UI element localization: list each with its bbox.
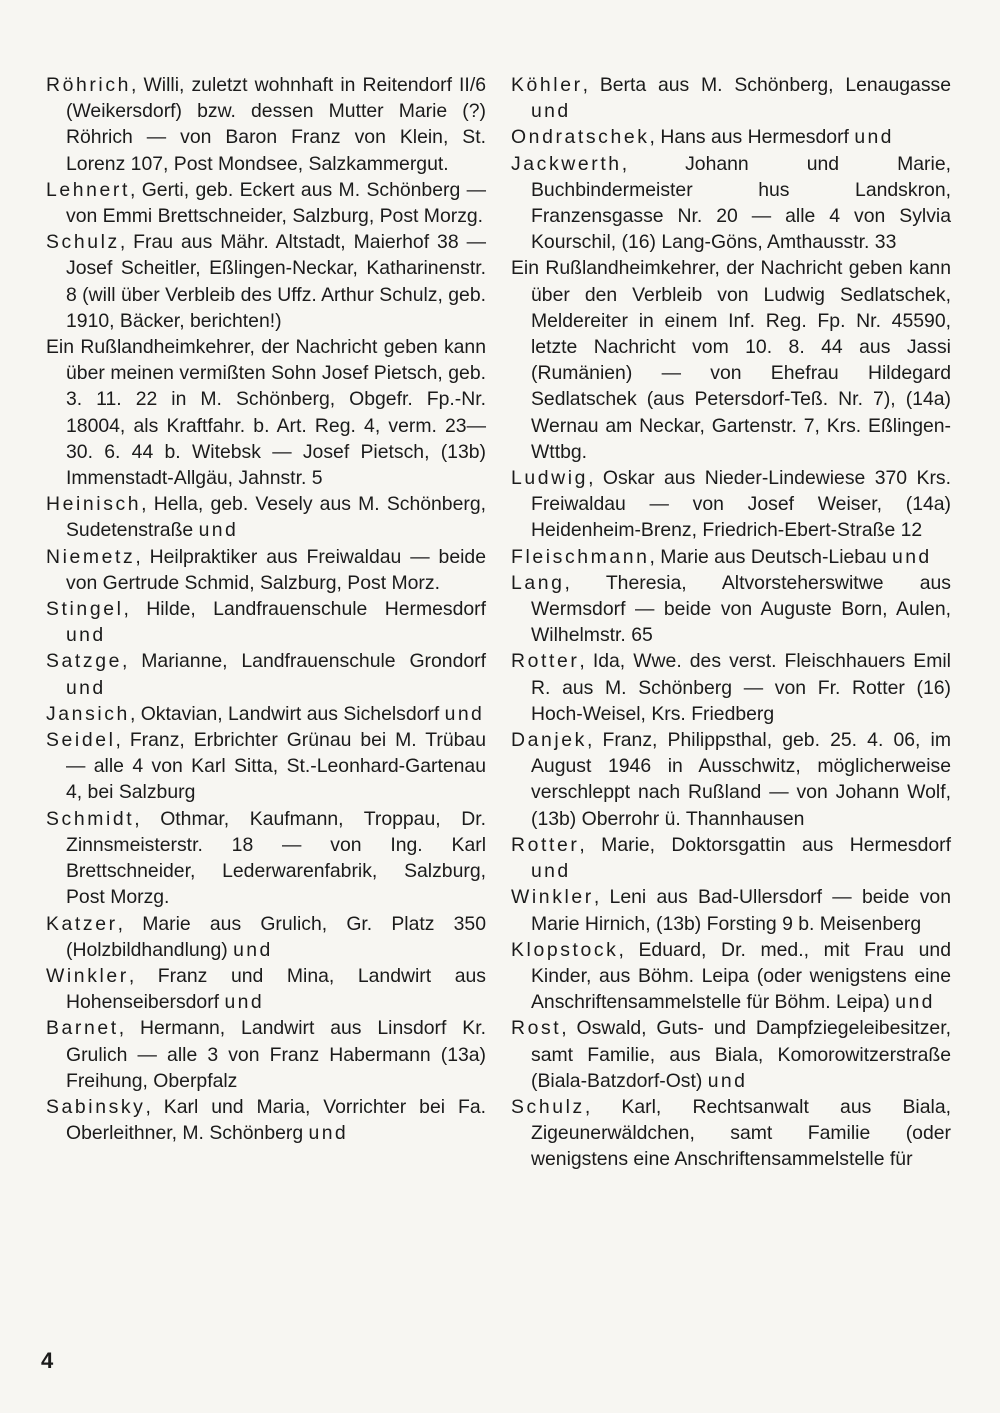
entry-surname: Ondratschek [511, 126, 650, 149]
entry-conjunction: und [66, 624, 106, 647]
list-entry [46, 177, 486, 229]
entry-surname: Ludwig [511, 467, 589, 490]
entry-text: , Gerti, geb. Eckert aus M. Schönberg — von Emmi Brettschneider, Salzburg, Post Morzg. [66, 178, 486, 228]
list-entry [46, 491, 486, 543]
list-entry [46, 648, 486, 700]
entry-conjunction: und [707, 1069, 748, 1092]
entry-text: , Marianne, Landfrauenschule Grondorf [121, 650, 486, 673]
entry-text: , Franz, Erbrichter Grünau bei M. Trübau — alle 4 von Karl Sitta, St.-Leonhard-Gartenau 4, bei Salzburg [66, 729, 486, 804]
entry-text: , Karl und Maria, Vorrichter bei Fa. Oberleithner, M. Schönberg [66, 1095, 486, 1145]
entry-conjunction: und [198, 519, 239, 542]
list-entry [46, 596, 486, 648]
entry-text: , Johann und Marie, Buchbindermeister hus Landskron, Franzensgasse Nr. 20 — alle 4 von Sylvia Kourschil, (16) Lang-Göns, Amthausstr. 33 [531, 152, 951, 254]
entry-conjunction: und [854, 126, 894, 149]
entry-text: Ein Rußlandheimkehrer, der Nachricht geben kann über den Verbleib von Ludwig Sedlatschek, Meldereiter in einem Inf. Reg. Fp. Nr. 45590, letzte Nachricht vom 10. 8. 44 aus Jassi (Rumänien) — von Ehefrau Hildegard Sedlatschek (aus Petersdorf-Teß. Nr. 7), (14a) Wernau am Neckar, Gartenstr. 7, Krs. Eßlingen-Wttbg. [511, 257, 951, 463]
entry-surname: Satzge [46, 650, 122, 673]
entry-surname: Barnet [46, 1017, 119, 1040]
entry-surname: Rost [511, 1017, 562, 1040]
entry-surname: Niemetz [46, 545, 136, 568]
list-entry [46, 701, 486, 727]
list-entry [46, 806, 486, 911]
list-entry [511, 648, 951, 727]
entry-text: , Othmar, Kaufmann, Troppau, Dr. Zinnsmeisterstr. 18 — von Ing. Karl Brettschneider, Lederwarenfabrik, Salzburg, Post Morzg. [66, 807, 486, 909]
list-entry [511, 727, 951, 832]
entry-conjunction: und [308, 1122, 349, 1145]
entry-conjunction: und [531, 100, 571, 123]
entry-text: , Franz, Philippsthal, geb. 25. 4. 06, im August 1946 in Ausschwitz, möglicherweise verschleppt nach Rußland — von Johann Wolf, (13b) Oberrohr ü. Thannhausen [531, 729, 951, 830]
list-entry [511, 1094, 951, 1173]
page-number: 4 [41, 1348, 54, 1373]
entry-surname: Köhler [511, 74, 583, 96]
list-entry [46, 963, 486, 1015]
list-entry [46, 1015, 486, 1094]
list-entry [511, 255, 951, 465]
entry-text: , Marie, Doktorsgattin aus Hermesdorf [579, 833, 951, 856]
entry-text: , Berta aus M. Schönberg, Lenaugasse [582, 74, 951, 96]
entry-surname: Stingel [46, 598, 124, 621]
entry-text: , Franz und Mina, Landwirt aus Hohenseibersdorf [66, 964, 486, 1014]
entry-text: , Ida, Wwe. des verst. Fleischhauers Emil R. aus M. Schönberg — von Fr. Rotter (16) Hoch-Weisel, Krs. Friedberg [531, 650, 951, 725]
entry-surname: Katzer [46, 912, 118, 935]
entry-conjunction: und [224, 991, 265, 1014]
entry-surname: Rotter [511, 833, 580, 856]
entry-surname: Sabinsky [46, 1095, 146, 1118]
list-entry [511, 832, 951, 884]
list-entry [46, 911, 486, 963]
entry-text: , Oskar aus Nieder-Lindewiese 370 Krs. Freiwaldau — von Josef Weiser, (14a) Heidenheim-Brenz, Friedrich-Ebert-Straße 12 [531, 467, 951, 542]
entry-surname: Schulz [511, 1095, 585, 1118]
list-entry [46, 229, 486, 334]
entry-surname: Röhrich [46, 74, 132, 96]
entry-text: , Oktavian, Landwirt aus Sichelsdorf [129, 702, 440, 725]
entry-text: , Theresia, Altvorsteherswitwe aus Wermsdorf — beide von Auguste Born, Aulen, Wilhelmstr. 65 [531, 571, 951, 647]
entry-conjunction: und [895, 991, 935, 1014]
entry-surname: Seidel [46, 729, 116, 752]
list-entry [511, 72, 951, 124]
entry-text: , Hans aus Hermesdorf [649, 126, 849, 149]
list-entry [46, 334, 486, 491]
list-entry [46, 72, 486, 177]
entry-surname: Schulz [46, 231, 120, 254]
entry-text: , Marie aus Grulich, Gr. Platz 350 (Holzbildhandlung) [66, 912, 486, 961]
entry-surname: Heinisch [46, 493, 142, 516]
list-entry [511, 544, 951, 570]
entry-surname: Lehnert [46, 178, 130, 201]
entry-text: , Hermann, Landwirt aus Linsdorf Kr. Grulich — alle 3 von Franz Habermann (13a) Freihung, Oberpfalz [66, 1017, 486, 1092]
list-entry [511, 937, 951, 1016]
list-entry [511, 124, 951, 150]
entry-surname: Rotter [511, 650, 580, 673]
entry-text: , Heilpraktiker aus Freiwaldau — beide von Gertrude Schmid, Salzburg, Post Morz. [66, 545, 486, 594]
entry-surname: Danjek [511, 729, 587, 752]
list-entry [511, 570, 951, 649]
entry-conjunction: und [66, 676, 106, 699]
entry-surname: Schmidt [46, 807, 135, 830]
list-entry [511, 884, 951, 936]
entry-surname: Lang [511, 571, 565, 594]
left-column [46, 72, 486, 1146]
entry-text: , Frau aus Mähr. Altstadt, Maierhof 38 — Josef Scheitler, Eßlingen-Neckar, Katharinenstr. 8 (will über Verbleib des Uffz. Arthur Schulz, geb. 1910, Bäcker, berichten!) [66, 231, 486, 332]
entry-text: , Karl, Rechtsanwalt aus Biala, Zigeunerwäldchen, samt Familie (oder wenigstens eine Anschriftensammelstelle für [531, 1095, 951, 1171]
entry-text: , Hilde, Landfrauenschule Hermesdorf [123, 598, 486, 621]
entry-surname: Klopstock [511, 938, 619, 961]
entry-surname: Jansich [46, 702, 130, 725]
entry-text: , Willi, zuletzt wohnhaft in Reitendorf II/6 (Weikersdorf) bzw. dessen Mutter Marie (?) Röhrich — von Baron Franz von Klein, St. Lorenz 107, Post Mondsee, Salzkammergut. [66, 74, 486, 175]
entry-conjunction: und [892, 545, 932, 568]
entry-surname: Winkler [511, 886, 594, 909]
entry-surname: Fleischmann [511, 545, 650, 568]
entry-conjunction: und [233, 938, 273, 961]
entry-surname: Winkler [46, 964, 129, 987]
entry-text: , Oswald, Guts- und Dampfziegeleibesitzer, samt Familie, aus Biala, Komorowitzerstraße (Biala-Batzdorf-Ost) [531, 1017, 951, 1092]
entry-conjunction: und [531, 860, 571, 883]
right-column [511, 72, 951, 1173]
entry-conjunction: und [444, 702, 485, 725]
entry-text: , Eduard, Dr. med., mit Frau und Kinder, aus Böhm. Leipa (oder wenigstens eine Anschriftensammelstelle für Böhm. Leipa) [531, 938, 951, 1014]
list-entry [46, 1094, 486, 1146]
list-entry [46, 727, 486, 806]
entry-text: Ein Rußlandheimkehrer, der Nachricht geben kann über meinen vermißten Sohn Josef Pietsch, geb. 3. 11. 22 in M. Schönberg, Obgefr. Fp.-Nr. 18004, als Kraftfahr. b. Art. Reg. 4, verm. 23—30. 6. 44 b. Witebsk — Josef Pietsch, (13b) Immenstadt-Allgäu, Jahnstr. 5 [46, 336, 486, 490]
list-entry [511, 1015, 951, 1094]
entry-text: , Leni aus Bad-Ullersdorf — beide von Marie Hirnich, (13b) Forsting 9 b. Meisenberg [531, 886, 951, 935]
list-entry [46, 544, 486, 596]
entry-surname: Jackwerth [511, 152, 622, 175]
entry-text: , Marie aus Deutsch-Liebau [649, 545, 887, 568]
list-entry [511, 151, 951, 256]
entry-text: , Hella, geb. Vesely aus M. Schönberg, Sudetenstraße [66, 493, 486, 542]
list-entry [511, 465, 951, 544]
